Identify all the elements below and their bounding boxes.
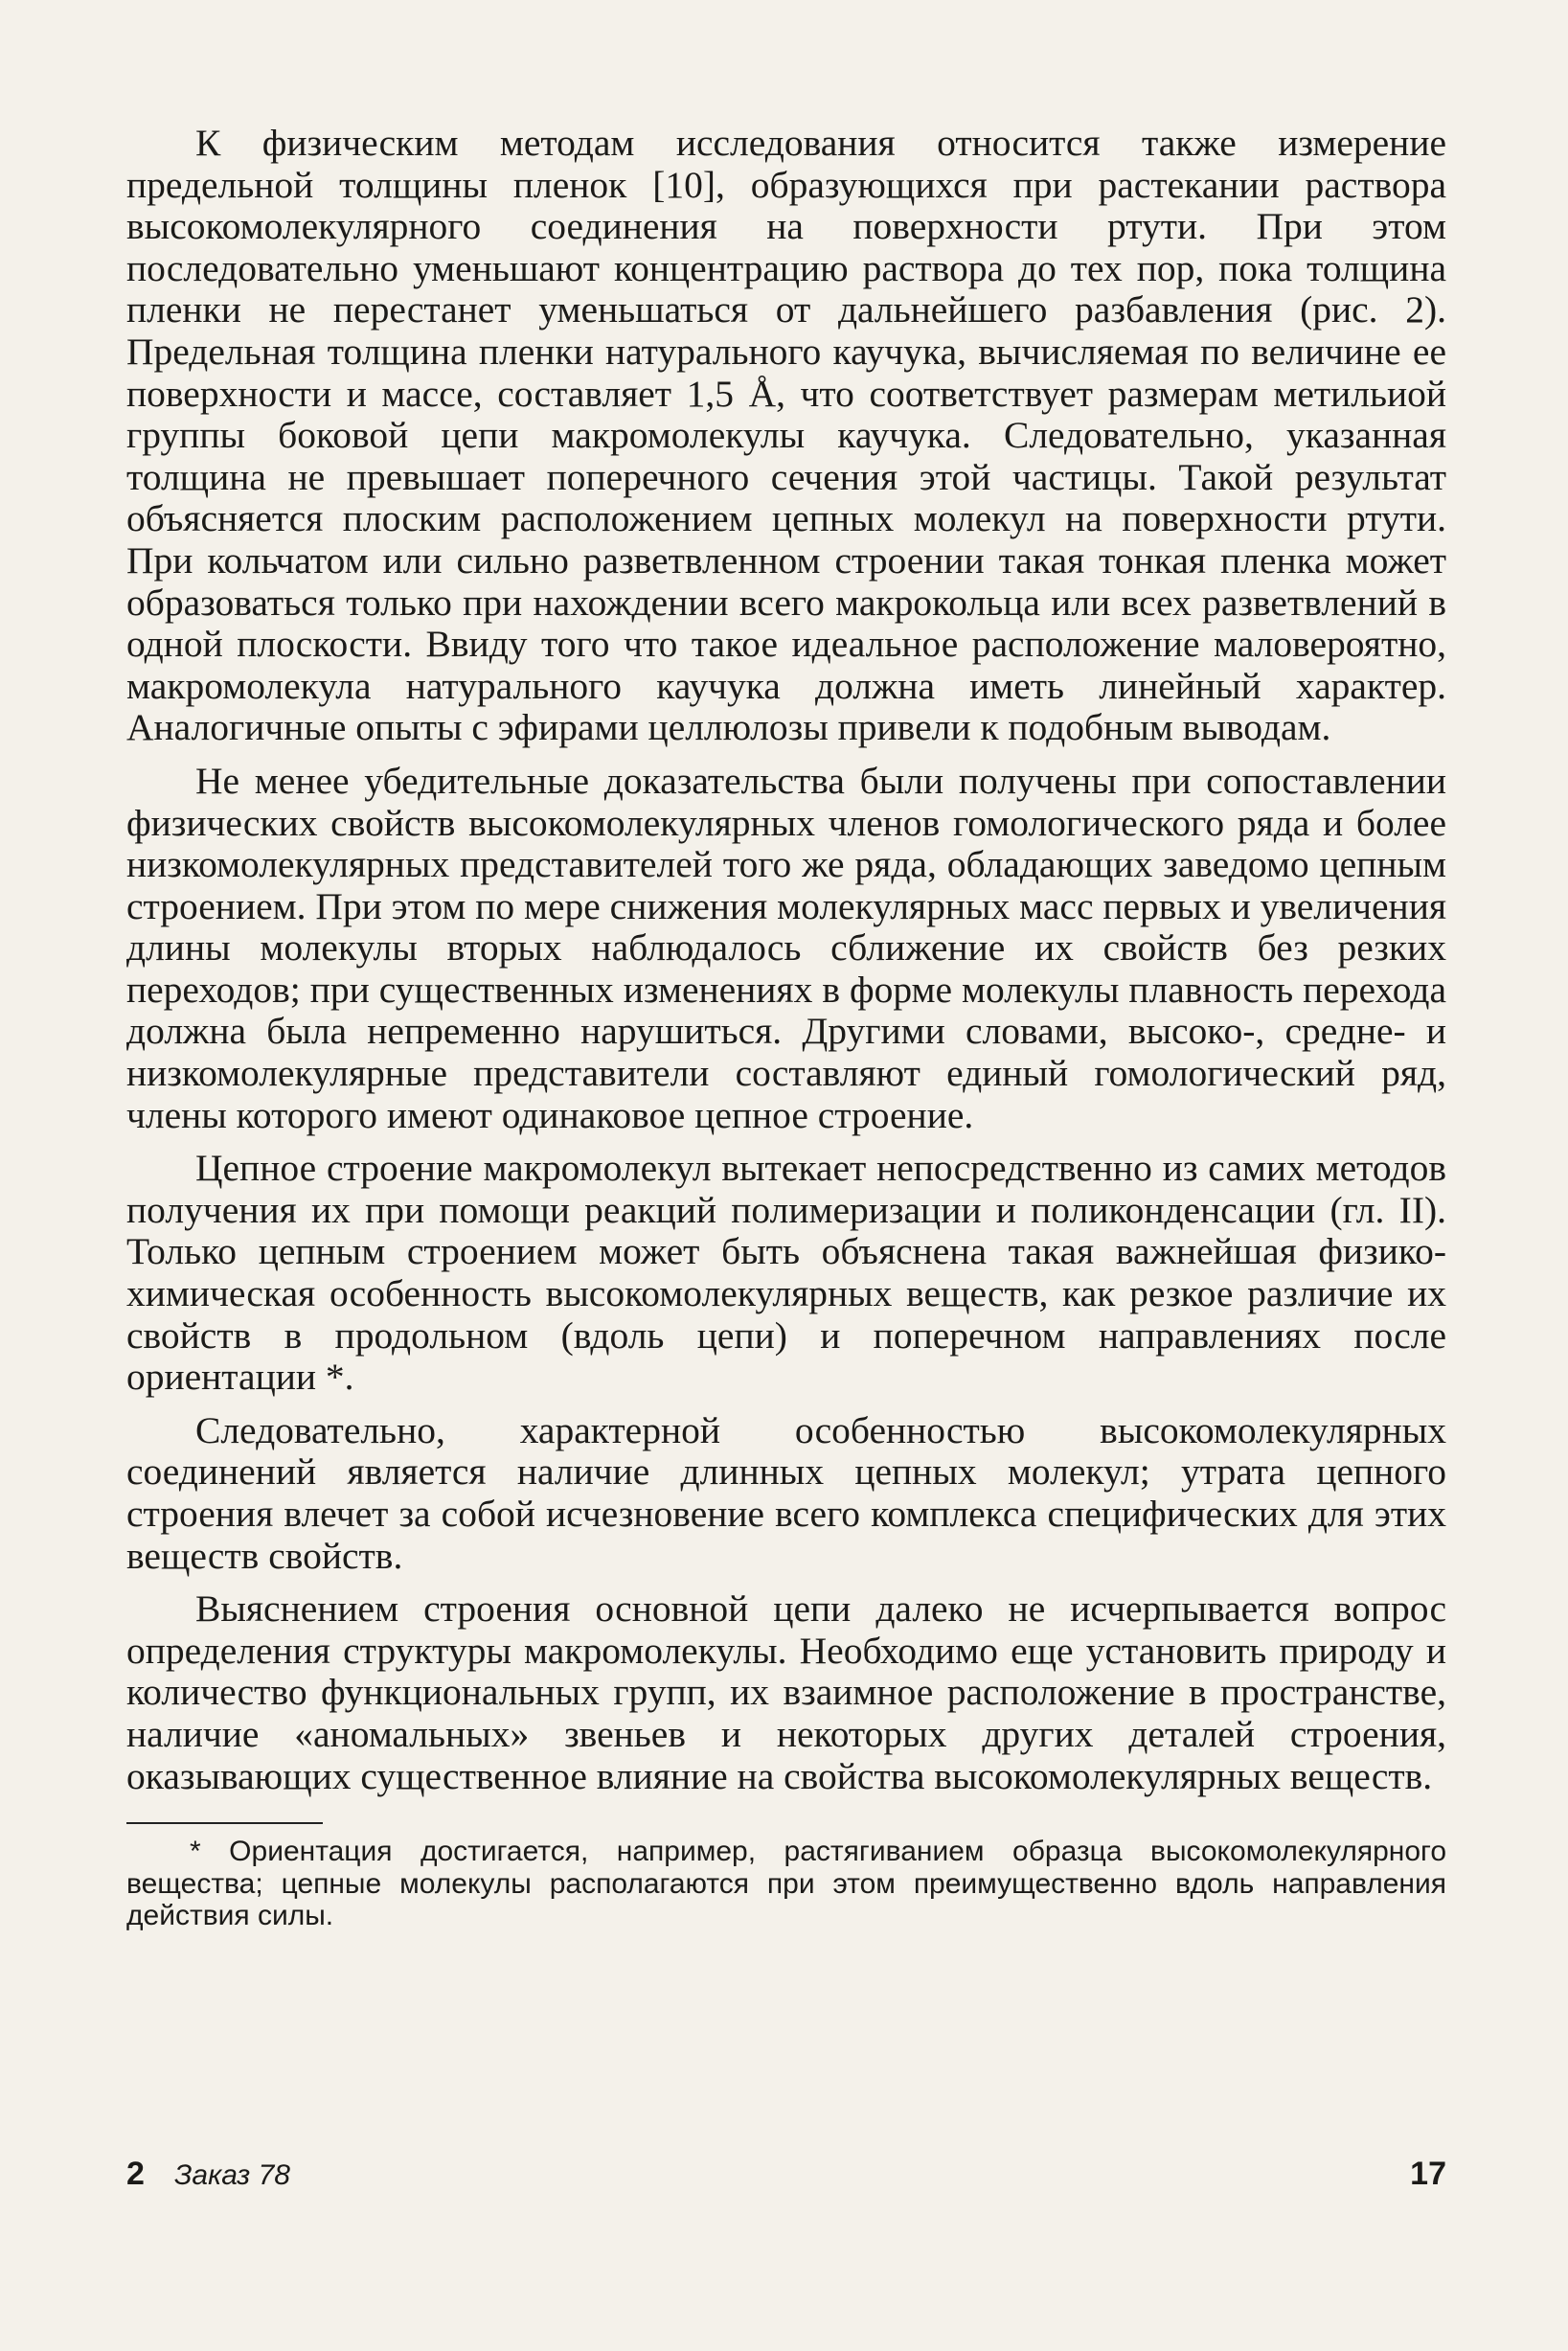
paragraph-4: Следовательно, характерной особенностью высокомолекулярных соединений является наличие длинных цепных молекул; утрата цепного строения влечет за собой исчезновение всего комплекса специфических для этих веществ свойств.	[126, 1408, 1446, 1577]
page-number: 17	[1410, 2156, 1446, 2192]
paragraph-3: Цепное строение макромолекул вытекает непосредственно из самих методов получения их при помощи реакций полимеризации и поликонденсации (гл. II). Только цепным строением может быть объяснена такая важнейшая физико-химическая особенность высокомолекулярных веществ, как резкое различие их свойств в продольном (вдоль цепи) и поперечном направлениях после ориентации *.	[126, 1147, 1446, 1399]
paragraph-2: Не менее убедительные доказательства были получены при сопоставлении физических свойств высокомолекулярных членов гомологического ряда и более низкомолекулярных представителей того же ряда, обладающих заведомо цепным строением. При этом по мере снижения молекулярных масс первых и увеличения длины молекулы вторых наблюдалось сближение их свойств без резких переходов; при существенных изменениях в форме молекулы плавность перехода должна была непременно нарушиться. Другими словами, высоко-, средне- и низкомолекулярные представители составляют единый гомологический ряд, члены которого имеют одинаковое цепное строение.	[126, 759, 1446, 1136]
signature-number: 2	[126, 2156, 145, 2192]
paragraph-5: Выяснением строения основной цепи далеко не исчерпывается вопрос определения структуры макромолекулы. Необходимо еще установить природу и количество функциональных групп, их взаимное расположение в пространстве, наличие «аномальных» звеньев и некоторых других деталей строения, оказывающих существенное влияние на свойства высокомолекулярных веществ.	[126, 1587, 1446, 1797]
footnote: * Ориентация достигается, например, растягиванием образца высокомолекулярного вещества; цепные молекулы располагаются при этом преимущественно вдоль направления действия силы.	[126, 1836, 1446, 1932]
paragraph-1: К физическим методам исследования относится также измерение предельной толщины пленок [10], образующихся при растекании раствора высокомолекулярного соединения на поверхности ртути. При этом последовательно уменьшают концентрацию раствора до тех пор, пока толщина пленки не перестанет уменьшаться от дальнейшего разбавления (рис. 2). Предельная толщина пленки натурального каучука, вычисляемая по величине ее поверхности и массе, составляет 1,5 Å, что соответствует размерам метильиой группы боковой цепи макромолекулы каучука. Следовательно, указанная толщина не превышает поперечного сечения этой частицы. Такой результат объясняется плоским расположением цепных молекул на поверхности ртути. При кольчатом или сильно разветвленном строении такая тонкая пленка может образоваться только при нахождении всего макрокольца или всех разветвлений в одной плоскости. Ввиду того что такое идеальное расположение маловероятно, макромолекула натурального каучука должна иметь линейный характер. Аналогичные опыты с эфирами целлюлозы привели к подобным выводам.	[126, 122, 1446, 749]
signature-order: Заказ 78	[174, 2159, 290, 2191]
footnote-separator	[126, 1822, 323, 1824]
page-body	[126, 123, 1446, 1932]
page-footer	[126, 2156, 1446, 2198]
